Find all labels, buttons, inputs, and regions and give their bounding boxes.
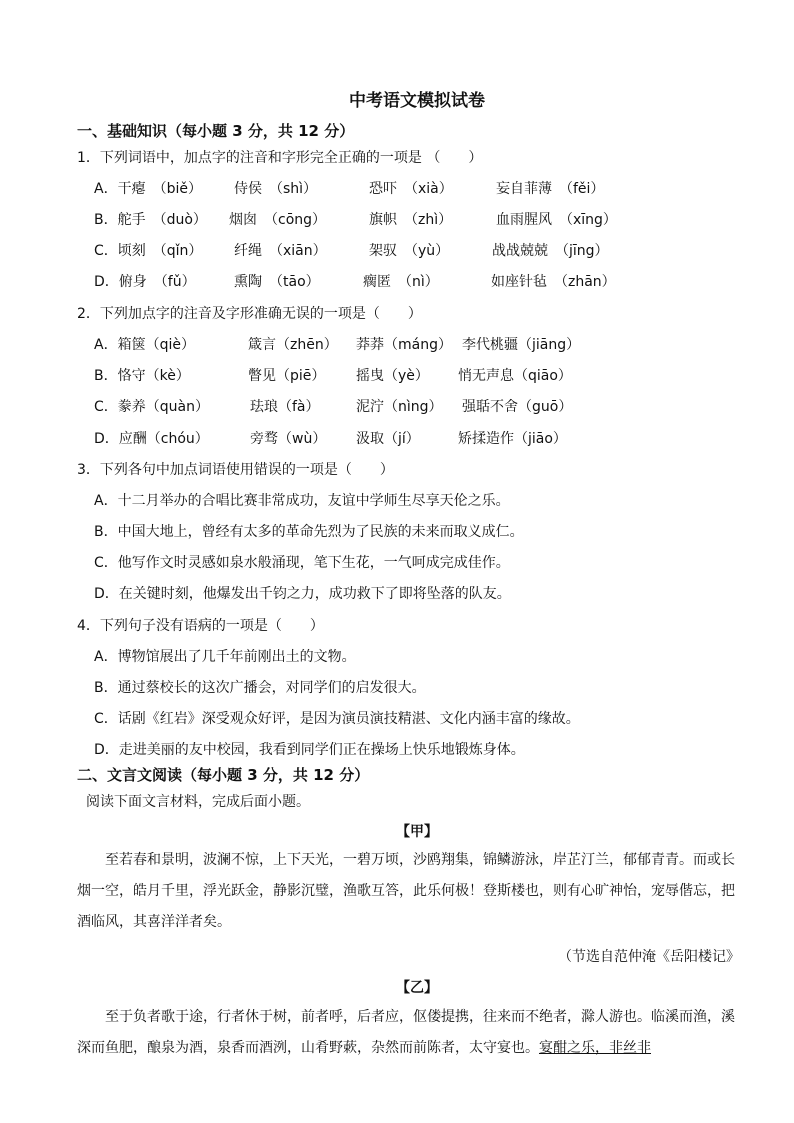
question-stem: 3．下列各句中加点词语使用错误的一项是（ ） bbox=[77, 462, 394, 478]
option-cell: 悄无声息（qiāo） bbox=[458, 368, 572, 384]
option-cell: 熏陶 （tāo） bbox=[234, 274, 320, 290]
option-cell: 强聒不舍（guō） bbox=[462, 399, 573, 415]
option-line: D．在关键时刻，他爆发出千钧之力，成功救下了即将坠落的队友。 bbox=[94, 586, 511, 602]
question-stem: 1．下列词语中，加点字的注音和字形完全正确的一项是 （ ） bbox=[77, 150, 483, 166]
question-stem: 4．下列句子没有语病的一项是（ ） bbox=[77, 618, 324, 634]
option-cell: 旗帜 （zhì） bbox=[369, 212, 453, 228]
underlined-phrase: 宴酣之乐，非丝非 bbox=[539, 1040, 651, 1056]
option-cell: B．舵手 （duò） bbox=[94, 212, 207, 228]
option-cell: C．顷刻 （qǐn） bbox=[94, 243, 203, 259]
option-cell: 恐吓 （xià） bbox=[369, 181, 453, 197]
option-line: C．他写作文时灵感如泉水般涌现，笔下生花，一气呵成完成佳作。 bbox=[94, 555, 510, 571]
option-cell: 矫揉造作（jiāo） bbox=[458, 431, 567, 447]
option-cell: 侍侯 （shì） bbox=[234, 181, 318, 197]
option-line: B．通过蔡校长的这次广播会，对同学们的启发很大。 bbox=[94, 680, 426, 696]
option-line: B．中国大地上，曾经有太多的革命先烈为了民族的未来而取义成仁。 bbox=[94, 524, 524, 540]
option-cell: C．豢养（quàn） bbox=[94, 399, 209, 415]
option-cell: 摇曳（yè） bbox=[356, 368, 429, 384]
option-cell: 珐琅（fà） bbox=[250, 399, 320, 415]
option-cell: B．恪守（kè） bbox=[94, 368, 190, 384]
option-cell: 箴言（zhēn） bbox=[248, 337, 338, 353]
option-cell: 烟囱 （cōng） bbox=[229, 212, 327, 228]
passage-yi bbox=[77, 1002, 742, 1064]
option-cell: 莽莽（máng） bbox=[356, 337, 452, 353]
option-cell: D．俯身 （fǔ） bbox=[94, 274, 196, 290]
option-cell: 战战兢兢 （jīng） bbox=[492, 243, 609, 259]
passage-label-yi: 【乙】 bbox=[396, 980, 438, 996]
option-cell: D．应酬（chóu） bbox=[94, 431, 209, 447]
passage-jia: 至若春和景明，波澜不惊，上下天光，一碧万顷，沙鸥翔集，锦鳞游泳，岸芷汀兰，郁郁青青。而或长烟一空，皓月千里，浮光跃金，静影沉璧，渔歌互答，此乐何极！登斯楼也，则有心旷神怡，宠辱偕忘，把酒临风，其喜洋洋者矣。 bbox=[77, 852, 735, 930]
option-cell: 瞥见（piē） bbox=[248, 368, 326, 384]
option-cell: A．干瘪 （biě） bbox=[94, 181, 202, 197]
option-cell: 如座针毡 （zhān） bbox=[491, 274, 616, 290]
reading-instruction: 阅读下面文言材料，完成后面小题。 bbox=[86, 794, 310, 810]
option-cell: 血雨腥风 （xīng） bbox=[496, 212, 617, 228]
option-line: A．博物馆展出了几千年前刚出土的文物。 bbox=[94, 649, 356, 665]
section-heading: 一、基础知识（每小题 3 分，共 12 分） bbox=[77, 122, 355, 140]
option-cell: 纤绳 （xiān） bbox=[234, 243, 327, 259]
passage-label-jia: 【甲】 bbox=[396, 824, 438, 840]
question-stem: 2．下列加点字的注音及字形准确无误的一项是（ ） bbox=[77, 306, 422, 322]
option-line: D．走进美丽的友中校园，我看到同学们正在操场上快乐地锻炼身体。 bbox=[94, 742, 525, 758]
option-cell: A．箱箧（qiè） bbox=[94, 337, 195, 353]
option-cell: 汲取（jí） bbox=[356, 431, 420, 447]
passage-yi-text: 至于负者歌于途，行者休于树，前者呼，后者应，伛偻提携，往来而不绝者，滁人游也。临溪而渔，溪深而鱼肥，酿泉为酒，泉香而酒洌，山肴野蔌，杂然而前陈者，太守宴也。 bbox=[77, 1009, 735, 1056]
option-cell: 李代桃疆（jiāng） bbox=[462, 337, 581, 353]
option-cell: 妄自菲薄 （fěi） bbox=[496, 181, 605, 197]
option-cell: 瘸匿 （nì） bbox=[363, 274, 439, 290]
option-cell: 泥泞（nìng） bbox=[356, 399, 443, 415]
option-line: C．话剧《红岩》深受观众好评，是因为演员演技精湛、文化内涵丰富的缘故。 bbox=[94, 711, 580, 727]
option-line: A．十二月举办的合唱比赛非常成功，友谊中学师生尽享天伦之乐。 bbox=[94, 493, 510, 509]
option-cell: 架驭 （yù） bbox=[369, 243, 450, 259]
option-cell: 旁骛（wù） bbox=[250, 431, 327, 447]
passage-source: （节选自范仲淹《岳阳楼记》 bbox=[558, 949, 740, 965]
page-title: 中考语文模拟试卷 bbox=[349, 91, 485, 111]
section-heading: 二、文言文阅读（每小题 3 分，共 12 分） bbox=[77, 766, 370, 784]
